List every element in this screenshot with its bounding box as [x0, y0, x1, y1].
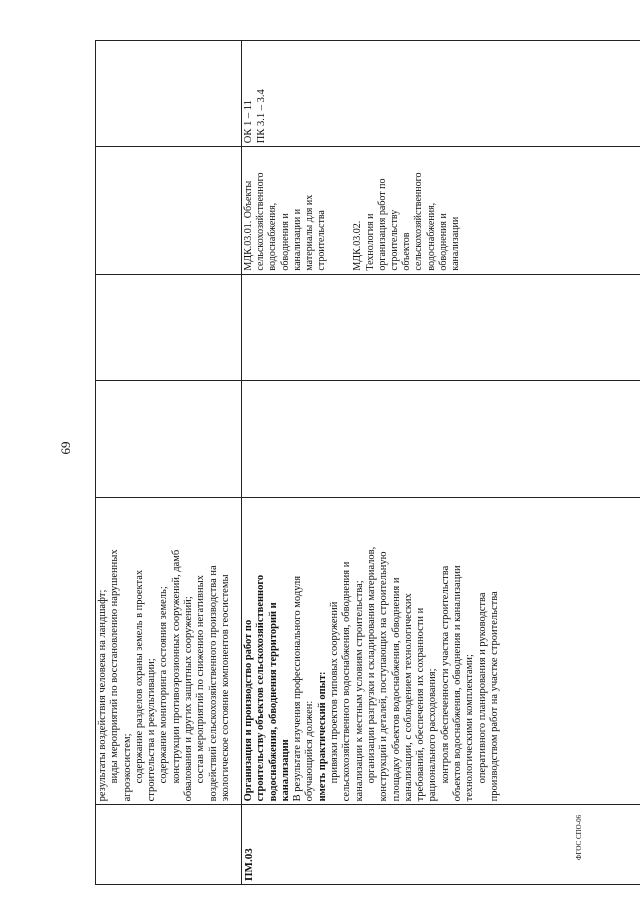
competency-cell — [242, 41, 640, 147]
curriculum-table — [95, 40, 640, 885]
mdk-line: сельскохозяйственного — [413, 172, 425, 271]
description-line: требований, обеспечения их сохранности и — [415, 607, 427, 802]
mdk-line: строительству — [389, 209, 401, 271]
mdk-line: водоснабжения, — [425, 202, 437, 271]
module-code-cell — [242, 805, 640, 885]
description-line: строительства и рекультивации; — [146, 658, 158, 802]
description-line: организации разгрузки и складирования материалов, — [365, 546, 377, 784]
description-line: контроля обеспеченности участка строительства — [439, 565, 451, 784]
footer-standard-code: ФГОС СПО-06 — [575, 814, 583, 860]
description-line: канализации к местным условиям строительства; — [353, 580, 365, 802]
table-row-previous-module — [96, 41, 242, 885]
description-line: рационального расходования; — [427, 668, 439, 802]
hours-total-cell — [96, 380, 242, 497]
description-line: сельскохозяйственного водоснабжения, обводнения и — [341, 561, 353, 802]
mdk-line: канализации и — [291, 208, 303, 271]
competency-line: ПК 3.1 – 3.4 — [255, 89, 267, 144]
description-line: площадку объектов водоснабжения, обводнения и — [390, 577, 402, 802]
description-line: виды мероприятий по восстановлению нарушенных — [109, 549, 121, 784]
description-line: иметь практический опыт: — [316, 671, 328, 802]
description-line: строительству объектов сельскохозяйственного — [255, 574, 267, 802]
rotated-table-sheet — [95, 40, 640, 885]
module-code: ПМ.03 — [243, 848, 255, 881]
mdk-line: сельскохозяйственного — [255, 172, 267, 271]
mdk-line: Технология и — [364, 213, 376, 271]
description-line: канализации, с соблюдением технологических — [402, 593, 414, 802]
description-line: привязки проектов типовых сооружений — [329, 601, 341, 784]
description-line: оперативного планирования и руководства — [476, 592, 488, 784]
mdk-line: водоснабжения, — [267, 202, 279, 271]
mdk-line: обводнения и — [279, 213, 291, 271]
module-description-text — [243, 501, 501, 802]
table-row-pm03 — [242, 41, 640, 885]
module-description-cell — [242, 497, 640, 805]
description-line: результаты воздействия человека на ландшафт; — [97, 589, 108, 802]
competency-cell — [96, 41, 242, 147]
description-line: объектов водоснабжения, обводнения и канализации — [452, 565, 464, 802]
description-line: производством работ на участке строительства — [488, 591, 500, 802]
description-line: Организация и производство работ по — [243, 619, 254, 802]
hours-mandatory-cell — [96, 274, 242, 380]
description-line: конструкции противоэрозионных сооружений, дамб — [170, 549, 182, 784]
mdk-line: канализации — [450, 216, 462, 271]
description-line: воздействий сельскохозяйственного производства на — [207, 565, 219, 802]
mdk-03-02-title — [352, 150, 462, 270]
description-line: конструкций и деталей, поступающих на строительную — [378, 551, 390, 802]
competency-line: ОК 1 – 11 — [243, 100, 254, 144]
description-line: состав мероприятий по снижению негативных — [195, 575, 207, 784]
description-line: технологическими комплектами; — [464, 654, 476, 802]
description-line: канализации — [279, 739, 291, 802]
mdk-line: обводнения и — [437, 213, 449, 271]
module-description-cell — [96, 497, 242, 805]
module-code-cell — [96, 805, 242, 885]
description-line: В результате изучения профессионального модуля — [292, 575, 304, 802]
page-number: 69 — [58, 441, 73, 455]
module-description-text — [97, 501, 232, 802]
mdk-line: строительства — [316, 210, 328, 271]
mdk-line: организация работ по — [376, 178, 388, 271]
description-line: экологическое состояние компонентов геосистемы — [219, 574, 231, 802]
hours-mandatory-cell — [242, 274, 640, 380]
mdk-cell — [96, 147, 242, 274]
mdk-line: материалы для их — [304, 194, 316, 271]
mdk-line: МДК.03.02. — [352, 220, 364, 271]
hours-total-cell — [242, 380, 640, 497]
description-line: обвалования и других защитных сооружений; — [183, 596, 195, 802]
description-line: содержание мониторинга состояния земель; — [158, 586, 170, 784]
mdk-cell — [242, 147, 640, 274]
mdk-line: МДК.03.01. Объекты — [243, 180, 254, 271]
mdk-03-01-title — [243, 150, 328, 270]
mdk-line: объектов — [401, 232, 413, 271]
description-line: содержание разделов охраны земель в проектах — [133, 569, 145, 784]
description-line: водоснабжения, обводнения территорий и — [267, 602, 279, 802]
competency-codes — [243, 44, 268, 143]
description-line: обучающийся должен: — [304, 700, 316, 802]
description-line: агроэкосистем; — [121, 733, 133, 802]
